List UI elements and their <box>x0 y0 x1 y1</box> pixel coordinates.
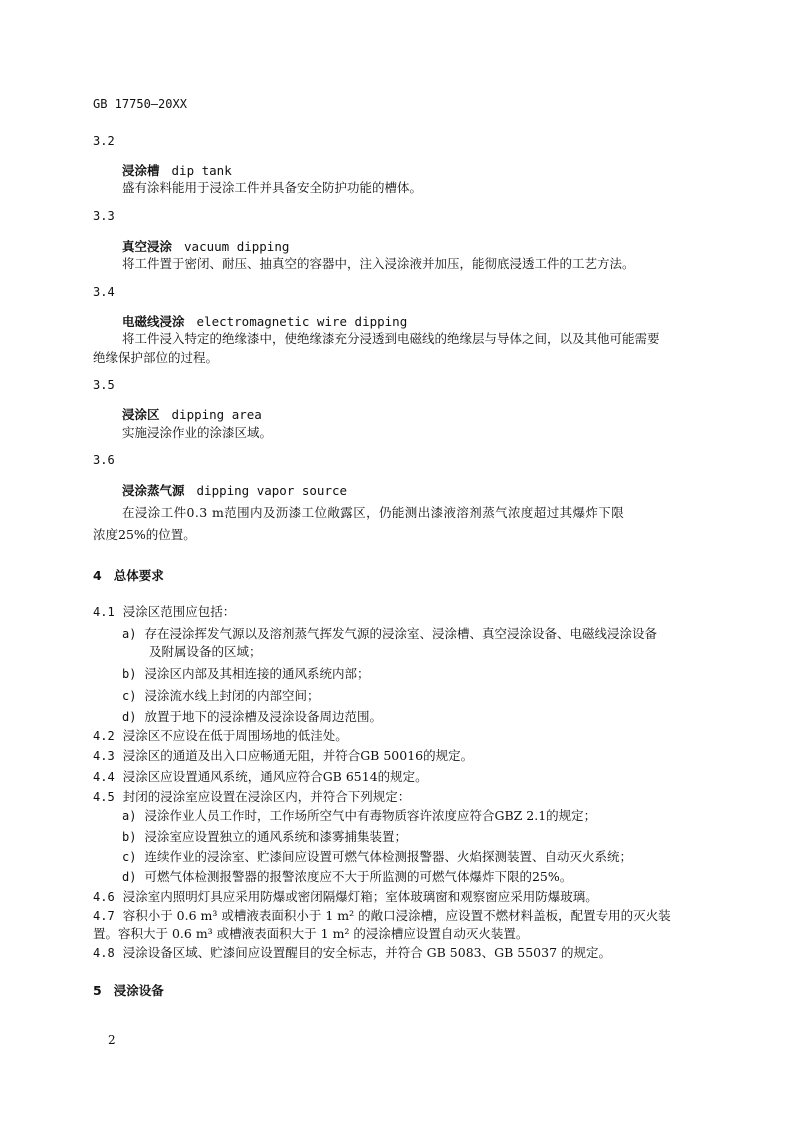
clause-number: 4.7 <box>93 909 115 923</box>
term-english: electromagnetic wire dipping <box>196 314 408 329</box>
clause <box>93 746 473 764</box>
clause-number: 4.3 <box>93 749 115 763</box>
list-text: 浸涂作业人员工作时，工作场所空气中有毒物质容许浓度应符合GBZ 2.1的规定； <box>144 808 597 823</box>
list-text: 连续作业的浸涂室、贮漆间应设置可燃气体检测报警器、火焰探测装置、自动灭火系统； <box>144 849 632 864</box>
term-definition: 将工件浸入特定的绝缘漆中，使绝缘漆充分浸透到电磁线的绝缘层与导体之间，以及其他可能需要 <box>122 331 660 346</box>
list-item-cont: 及附属设备的区域； <box>149 644 262 659</box>
list-marker: c) <box>122 689 137 703</box>
clause <box>93 887 598 905</box>
clause-number: 4.8 <box>93 946 115 960</box>
term-definition: 将工件置于密闭、耐压、抽真空的容器中，注入浸涂液并加压，能彻底浸透工件的工艺方法。 <box>122 256 635 271</box>
clause-text: 浸涂区应设置通风系统，通风应符合GB 6514的规定。 <box>122 769 428 784</box>
term-definition: 在浸涂工件0.3 m范围内及沥漆工位敞露区，仍能测出漆液溶剂蒸气浓度超过其爆炸下限 <box>122 505 625 520</box>
clause <box>93 906 671 924</box>
list-item <box>122 867 572 885</box>
list-text: 浸涂区内部及其相连接的通风系统内部； <box>144 666 370 681</box>
list-marker: a) <box>122 627 137 641</box>
clause-text: 浸涂区范围应包括： <box>122 604 236 619</box>
list-text: 存在浸涂挥发气源以及溶剂蒸气挥发气源的浸涂室、浸涂槽、真空浸涂设备、电磁线浸涂设备 <box>144 626 657 641</box>
term-entry <box>122 161 232 179</box>
list-text: 可燃气体检测报警器的报警浓度应不大于所监测的可燃气体爆炸下限的25%。 <box>144 869 573 884</box>
section-title: 总体要求 <box>113 568 164 583</box>
list-marker: b) <box>122 830 137 844</box>
clause-number: 3.3 <box>93 209 115 223</box>
section-heading <box>93 981 164 999</box>
term-english: dipping area <box>171 407 262 422</box>
term-entry <box>122 237 289 255</box>
term-chinese: 浸涂区 <box>122 407 160 422</box>
term-definition-cont: 绝缘保护部位的过程。 <box>93 350 219 365</box>
term-chinese: 电磁线浸涂 <box>122 314 185 329</box>
section-title: 浸涂设备 <box>113 983 164 998</box>
term-chinese: 浸涂槽 <box>122 163 160 178</box>
term-definition-cont: 浓度25%的位置。 <box>93 527 196 542</box>
clause-text: 容积小于 0.6 m³ 或槽液表面积小于 1 m² 的敞口浸涂槽，应设置不燃材料盖板，配置专用的灭火装 <box>122 908 671 923</box>
term-english: vacuum dipping <box>184 239 290 254</box>
clause <box>93 943 611 961</box>
clause-text: 浸涂室内照明灯具应采用防爆或密闭隔爆灯箱；室体玻璃窗和观察窗应采用防爆玻璃。 <box>122 889 598 904</box>
clause-text: 浸涂设备区域、贮漆间应设置醒目的安全标志，并符合 GB 5083、GB 55037 的规定。 <box>122 945 612 960</box>
clause-number: 4.2 <box>93 729 115 743</box>
clause <box>93 602 235 620</box>
list-item <box>122 806 596 824</box>
clause-number: 4.4 <box>93 770 115 784</box>
term-chinese: 真空浸涂 <box>122 239 173 254</box>
list-item <box>122 624 657 642</box>
clause-text: 浸涂区不应设在低于周围场地的低洼处。 <box>122 728 348 743</box>
term-english: dipping vapor source <box>196 483 348 498</box>
page-number: 2 <box>108 1033 116 1047</box>
clause-number: 4.1 <box>93 605 115 619</box>
list-item <box>122 827 407 845</box>
term-english: dip tank <box>171 163 232 178</box>
clause-number: 4.5 <box>93 790 115 804</box>
clause-number: 3.4 <box>93 285 115 299</box>
clause-number: 3.2 <box>93 134 115 148</box>
list-text: 浸涂流水线上封闭的内部空间； <box>144 688 320 703</box>
term-chinese: 浸涂蒸气源 <box>122 483 185 498</box>
list-marker: d) <box>122 710 137 724</box>
list-marker: d) <box>122 870 137 884</box>
section-heading <box>93 566 164 584</box>
list-item <box>122 686 319 704</box>
list-marker: b) <box>122 667 137 681</box>
term-definition: 盛有涂料能用于浸涂工件并具备安全防护功能的槽体。 <box>122 180 423 195</box>
clause-number: 3.6 <box>93 453 115 467</box>
term-entry <box>122 312 407 330</box>
section-number: 4 <box>93 568 102 583</box>
list-marker: a) <box>122 809 137 823</box>
list-marker: c) <box>122 850 137 864</box>
list-item <box>122 847 632 865</box>
clause <box>93 787 410 805</box>
list-text: 浸涂室应设置独立的通风系统和漆雾捕集装置； <box>144 829 407 844</box>
clause <box>93 767 428 785</box>
term-definition: 实施浸涂作业的涂漆区域。 <box>122 425 273 440</box>
clause-text: 浸涂区的通道及出入口应畅通无阻，并符合GB 50016的规定。 <box>122 748 474 763</box>
standard-header: GB 17750—20XX <box>93 97 187 111</box>
clause-number: 3.5 <box>93 378 115 392</box>
list-text: 放置于地下的浸涂槽及浸涂设备周边范围。 <box>144 709 382 724</box>
section-number: 5 <box>93 983 102 998</box>
list-item <box>122 707 382 725</box>
clause-text: 封闭的浸涂室应设置在浸涂区内，并符合下列规定： <box>122 789 411 804</box>
clause <box>93 726 348 744</box>
term-entry <box>122 481 347 499</box>
list-item <box>122 664 369 682</box>
clause-cont: 置。容积大于 0.6 m³ 或槽液表面积大于 1 m² 的浸涂槽应设置自动灭火装置。 <box>93 926 529 941</box>
term-entry <box>122 405 262 423</box>
clause-number: 4.6 <box>93 890 115 904</box>
